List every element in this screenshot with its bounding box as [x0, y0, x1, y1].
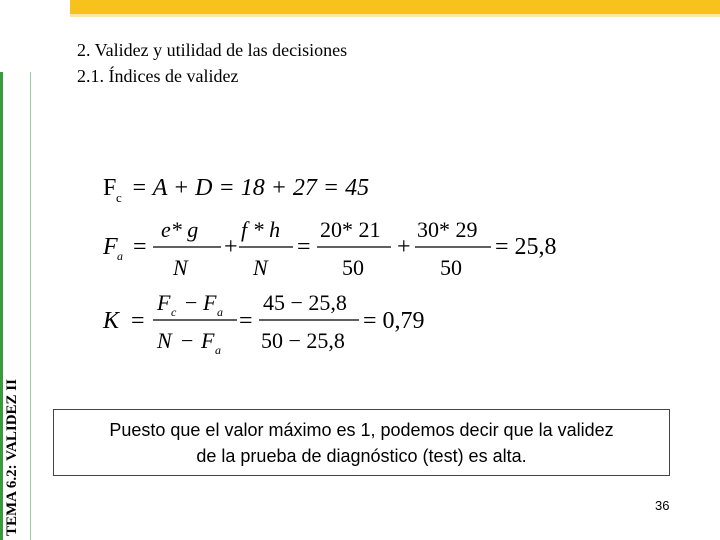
- slide-subtitle: 2.1. Índices de validez: [77, 66, 239, 86]
- fa-num4: 30* 29: [417, 217, 478, 242]
- side-bar-accent: [0, 72, 3, 540]
- fa-den1: N: [173, 255, 188, 280]
- fa-symbol: F: [103, 234, 118, 260]
- fa-eq1: =: [133, 234, 147, 260]
- k-den-minus: −: [181, 328, 194, 353]
- fa-subscript: a: [117, 249, 123, 263]
- fa-plus1: +: [224, 234, 238, 260]
- fa-num3: 20* 21: [320, 217, 381, 242]
- k-symbol: K: [103, 308, 120, 334]
- section-label: TEMA 6.2: VALIDEZ II: [4, 379, 20, 536]
- formula-block: [95, 168, 595, 368]
- fa-den3: 50: [342, 255, 364, 280]
- k-num-f: F: [157, 290, 171, 315]
- k-num-f-sub: c: [171, 305, 177, 319]
- k-num-f2-sub: a: [217, 305, 223, 319]
- fa-den2: N: [253, 255, 268, 280]
- k-den-n: N: [157, 328, 172, 353]
- top-accent-line: [70, 14, 720, 17]
- k-den-f: F: [201, 328, 215, 353]
- formula-svg: [95, 168, 595, 368]
- conclusion-line-2: de la prueba de diagnóstico (test) es alta.: [196, 445, 527, 466]
- fa-eq2: =: [297, 234, 311, 260]
- k-num-value: 45 − 25,8: [263, 290, 347, 315]
- k-result: = 0,79: [363, 308, 425, 334]
- k-num-f2: F: [203, 290, 217, 315]
- k-eq2: =: [239, 308, 253, 334]
- fc-symbol: F: [103, 175, 117, 201]
- k-eq1: =: [131, 308, 145, 334]
- conclusion-line-1: Puesto que el valor máximo es 1, podemos decir que la validez: [109, 419, 614, 440]
- fa-den4: 50: [440, 255, 462, 280]
- page-number: 36: [655, 498, 670, 513]
- fc-subscript: c: [116, 190, 122, 205]
- fa-num2: f * h: [241, 217, 281, 242]
- fc-expression: = A + D = 18 + 27 = 45: [131, 175, 370, 201]
- k-den-f-sub: a: [215, 343, 221, 357]
- k-num-minus: −: [185, 290, 198, 315]
- k-den-value: 50 − 25,8: [261, 328, 345, 353]
- top-accent-bar: [70, 0, 720, 14]
- fa-plus2: +: [397, 234, 411, 260]
- fa-num1: e* g: [161, 217, 199, 242]
- fa-result: = 25,8: [495, 234, 557, 260]
- conclusion-box: [53, 409, 670, 476]
- slide-title: 2. Validez y utilidad de las decisiones: [77, 40, 348, 60]
